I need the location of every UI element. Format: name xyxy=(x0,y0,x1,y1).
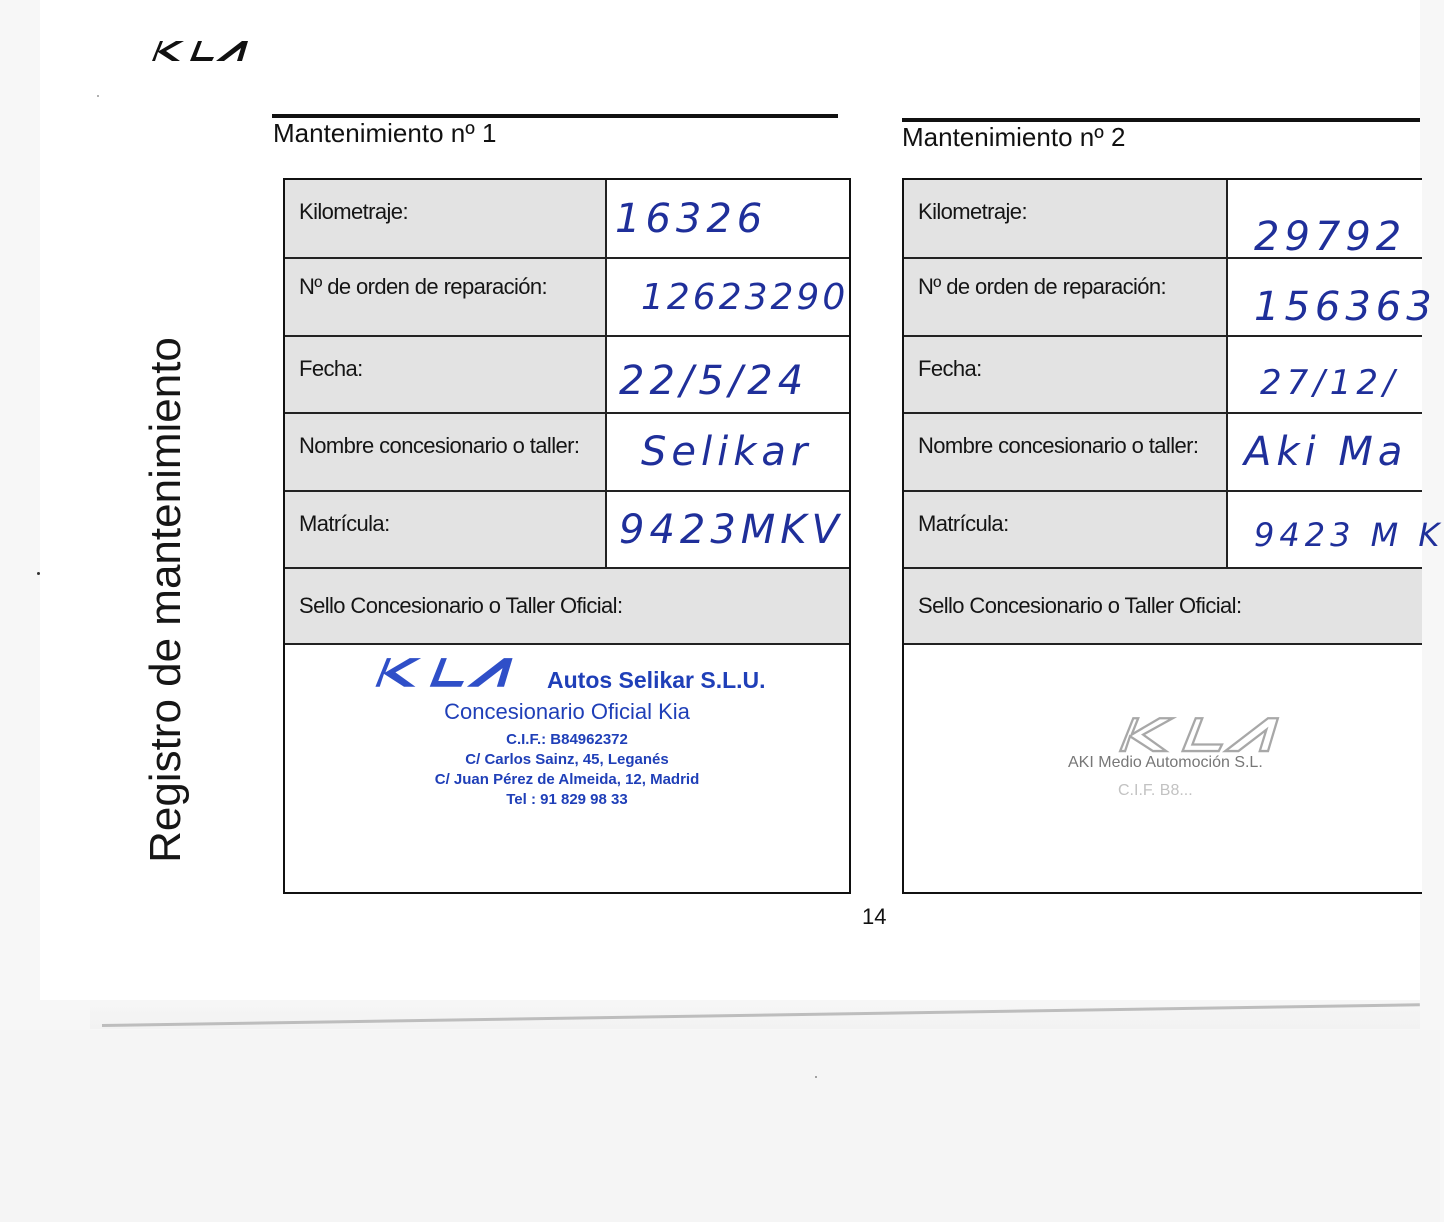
maintenance-1-title: Mantenimiento nº 1 xyxy=(273,118,497,148)
field-row-order xyxy=(904,259,1437,337)
field-label: Nº de orden de reparación: xyxy=(285,259,607,335)
stamp-line: C/ Carlos Sainz, 45, Leganés xyxy=(465,751,669,768)
stamp-dealer-name: Autos Selikar S.L.U. xyxy=(547,667,766,693)
stamp-line: C/ Juan Pérez de Almeida, 12, Madrid xyxy=(434,771,700,788)
scan-speck xyxy=(97,95,99,97)
field-row-order xyxy=(285,259,849,337)
maintenance-2-card xyxy=(902,178,1444,894)
field-value: 156363 xyxy=(1254,284,1437,330)
section-side-title: Registro de mantenimiento xyxy=(141,337,190,863)
kia-stamp-logo xyxy=(369,651,519,691)
maintenance-1-card xyxy=(283,178,851,894)
field-label: Matrícula: xyxy=(285,492,607,567)
faded-stamp-name: AKI Medio Automoción S.L. xyxy=(1068,754,1263,771)
field-row-date xyxy=(285,337,849,414)
field-value: 29792 xyxy=(1254,213,1407,260)
seal-label-row xyxy=(285,569,849,645)
field-label: Matrícula: xyxy=(904,492,1228,567)
field-row-km xyxy=(904,180,1422,259)
kia-logo xyxy=(150,36,250,64)
seal-label: Sello Concesionario o Taller Oficial: xyxy=(299,593,623,618)
scan-speck xyxy=(815,1076,817,1078)
field-value: Selikar xyxy=(641,429,813,475)
field-value: 16326 xyxy=(615,195,768,242)
maintenance-2-title: Mantenimiento nº 2 xyxy=(902,122,1126,152)
field-value: 22/5/24 xyxy=(619,357,809,404)
field-value: 9423 M K xyxy=(1254,515,1444,554)
scan-background xyxy=(0,1030,1440,1222)
faded-stamp-cif: C.I.F. B8... xyxy=(1118,782,1193,799)
field-label: Nombre concesionario o taller: xyxy=(904,414,1228,490)
stamp-dealer-subtitle: Concesionario Oficial Kia xyxy=(444,699,690,724)
field-label: Fecha: xyxy=(285,337,607,412)
field-label: Nº de orden de reparación: xyxy=(904,259,1228,335)
field-value: 12623290 xyxy=(641,276,849,318)
field-value: 27/12/ xyxy=(1260,362,1400,403)
field-label: Nombre concesionario o taller: xyxy=(285,414,607,490)
kia-faded-stamp-logo xyxy=(1116,710,1282,756)
field-row-plate xyxy=(904,492,1444,569)
dealer-stamp xyxy=(285,645,849,890)
seal-label-row xyxy=(904,569,1422,645)
field-value: 9423MKV xyxy=(619,506,844,553)
field-row-plate xyxy=(285,492,849,569)
field-label: Kilometraje: xyxy=(904,180,1228,257)
scan-speck xyxy=(37,572,40,575)
field-row-date xyxy=(904,337,1422,414)
field-label: Kilometraje: xyxy=(285,180,607,257)
field-row-dealer xyxy=(904,414,1422,492)
seal-label: Sello Concesionario o Taller Oficial: xyxy=(918,593,1242,618)
page-number: 14 xyxy=(862,904,887,929)
field-row-dealer xyxy=(285,414,849,492)
field-label: Fecha: xyxy=(904,337,1228,412)
field-value: Aki Ma xyxy=(1244,429,1408,475)
stamp-line: Tel : 91 829 98 33 xyxy=(506,791,628,808)
stamp-line: C.I.F.: B84962372 xyxy=(506,731,628,748)
field-row-km xyxy=(285,180,849,259)
